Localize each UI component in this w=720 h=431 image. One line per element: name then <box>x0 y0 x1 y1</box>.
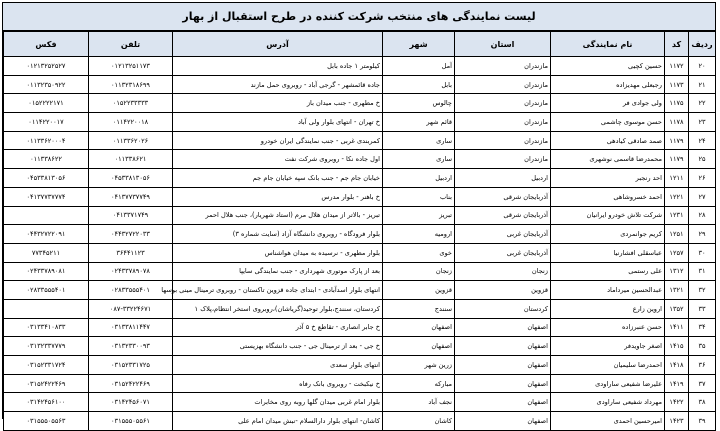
city-cell[interactable]: ارومیه <box>383 225 455 244</box>
code-cell[interactable]: ۱۱۷۵ <box>665 94 689 113</box>
spreadsheet <box>2 2 716 425</box>
row-number-cell[interactable]: ۲۰ <box>689 57 716 76</box>
phone-cell[interactable]: ۳۶۴۴۱۱۲۳ <box>89 243 173 262</box>
row-number-cell[interactable]: ۲۱ <box>689 75 716 94</box>
address-cell[interactable]: کمربندی غربی - جنب نمایندگی ایران خودرو <box>173 131 383 150</box>
city-cell[interactable]: تبریز <box>383 206 455 225</box>
city-cell[interactable]: قزوین <box>383 281 455 300</box>
row-number-cell[interactable]: ۲۲ <box>689 94 716 113</box>
address-cell[interactable]: اول جاده نکا - روبروی شرکت نفت <box>173 150 383 169</box>
header-phone: تلفن <box>89 32 173 57</box>
province-cell[interactable]: مازندران <box>455 131 551 150</box>
table-row[interactable] <box>4 169 716 188</box>
city-cell[interactable]: اصفهان <box>383 318 455 337</box>
dealer-name-cell[interactable]: احمد خسروشاهی <box>551 187 665 206</box>
province-cell[interactable]: کردستان <box>455 299 551 318</box>
dealer-name-cell[interactable]: عبدالحسین میرداماد <box>551 281 665 300</box>
table-row[interactable] <box>4 281 716 300</box>
phone-cell[interactable]: ۰۲۸۳۳۵۵۵۴۰۱ <box>89 281 173 300</box>
code-cell[interactable]: ۱۱۷۹ <box>665 150 689 169</box>
fax-cell[interactable] <box>4 206 89 225</box>
province-cell[interactable]: اصفهان <box>455 356 551 375</box>
province-cell[interactable]: اصفهان <box>455 393 551 412</box>
address-cell[interactable]: بلوار امام غربی میدان گلها روبه روی مخابرات <box>173 393 383 412</box>
fax-cell[interactable]: ۰۳۱۳۲۳۳۷۷۷۹ <box>4 337 89 356</box>
province-cell[interactable]: آذربایجان غربی <box>455 225 551 244</box>
province-cell[interactable]: قزوین <box>455 281 551 300</box>
table-row[interactable] <box>4 262 716 281</box>
table-row[interactable] <box>4 225 716 244</box>
code-cell[interactable]: ۱۲۱۱ <box>665 169 689 188</box>
phone-cell[interactable]: ۰۳۱۳۲۳۳۰۰۹۳ <box>89 337 173 356</box>
header-code: کد <box>665 32 689 57</box>
province-cell[interactable]: اصفهان <box>455 412 551 431</box>
row-number-cell[interactable]: ۳۹ <box>689 412 716 431</box>
row-number-cell[interactable]: ۳۳ <box>689 299 716 318</box>
dealer-name-cell[interactable]: احمدرضا سلیمیان <box>551 356 665 375</box>
fax-cell[interactable]: ۰۱۵۲۲۲۲۱۷۱ <box>4 94 89 113</box>
code-cell[interactable]: ۱۱۷۸ <box>665 113 689 132</box>
phone-cell[interactable]: ۰۲۴۳۳۷۸۹۰۷۸ <box>89 262 173 281</box>
address-cell[interactable]: انتهای بلوار سعدی <box>173 356 383 375</box>
address-cell[interactable]: جاده قائمشهر - گرجی آباد - روبروی حمل مازند <box>173 75 383 94</box>
row-number-cell[interactable]: ۲۹ <box>689 225 716 244</box>
address-cell[interactable]: انتهای بلوار اسدآبادی - ابتدای جاده قزوین تاکستان - روبروی ترمینال مینی بوسها <box>173 281 383 300</box>
table-row[interactable] <box>4 299 716 318</box>
city-cell[interactable]: چالوس <box>383 94 455 113</box>
province-cell[interactable]: مازندران <box>455 75 551 94</box>
table-row[interactable] <box>4 206 716 225</box>
fax-cell[interactable]: ۰۴۱۳۷۷۳۷۷۷۴ <box>4 187 89 206</box>
code-cell[interactable]: ۱۴۱۱ <box>665 318 689 337</box>
dealer-name-cell[interactable]: صمد صادقی کیادهی <box>551 131 665 150</box>
phone-cell[interactable]: ۰۴۵۳۳۸۱۳۰۵۶ <box>89 169 173 188</box>
province-cell[interactable]: آذربایجان شرقی <box>455 206 551 225</box>
row-number-cell[interactable]: ۳۱ <box>689 262 716 281</box>
code-cell[interactable]: ۱۳۲۱ <box>665 281 689 300</box>
code-cell[interactable]: ۱۴۲۲ <box>665 393 689 412</box>
address-cell[interactable]: کیلومتر ۱ جاده بابل <box>173 57 383 76</box>
header-dealer-name: نام نمایندگی <box>551 32 665 57</box>
dealer-name-cell[interactable]: حسن عنبرزاده <box>551 318 665 337</box>
row-number-cell[interactable]: ۳۶ <box>689 356 716 375</box>
code-cell[interactable]: ۱۳۱۲ <box>665 262 689 281</box>
row-number-cell[interactable]: ۲۵ <box>689 150 716 169</box>
code-cell[interactable]: ۱۴۱۵ <box>665 337 689 356</box>
code-cell[interactable]: ۱۴۱۹ <box>665 374 689 393</box>
province-cell[interactable]: اصفهان <box>455 318 551 337</box>
fax-cell[interactable]: ۰۴۴۳۲۷۲۲۰۹۱ <box>4 225 89 244</box>
code-cell[interactable]: ۱۲۲۱ <box>665 187 689 206</box>
fax-cell[interactable]: ۷۷۳۴۵۲۱۱ <box>4 243 89 262</box>
fax-cell[interactable]: ۰۱۱۳۲۳۵۰۹۲۲ <box>4 75 89 94</box>
address-cell[interactable]: خ مطهری - جنب میدان باز <box>173 94 383 113</box>
province-cell[interactable]: مازندران <box>455 113 551 132</box>
dealer-name-cell[interactable]: علیرضا شفیعی ساراودی <box>551 374 665 393</box>
address-cell[interactable]: خ نیکبخت - روبروی بانک رفاه <box>173 374 383 393</box>
phone-cell[interactable]: ۰۳۱۵۲۴۲۲۴۶۹ <box>89 374 173 393</box>
header-fax: فکس <box>4 32 89 57</box>
dealer-name-cell[interactable]: اروین زارع <box>551 299 665 318</box>
city-cell[interactable]: بناب <box>383 187 455 206</box>
address-cell[interactable]: خ جابر انصاری - تقاطع خ ۵ آذر <box>173 318 383 337</box>
address-cell[interactable]: کردستان، سنندج،بلوار توحید(گریاشان)،روبروی استخر انتظام،پلاک ۱ <box>173 299 383 318</box>
phone-cell[interactable]: ۰۳۱۵۵۵۰۵۵۶۱ <box>89 412 173 431</box>
code-cell[interactable]: ۱۳۵۲ <box>665 299 689 318</box>
table-row[interactable] <box>4 131 716 150</box>
row-number-cell[interactable]: ۲۴ <box>689 131 716 150</box>
city-cell[interactable]: مبارکه <box>383 374 455 393</box>
table-row[interactable] <box>4 337 716 356</box>
phone-cell[interactable]: ۰۱۱۳۳۸۶۲۱ <box>89 150 173 169</box>
row-number-cell[interactable]: ۳۴ <box>689 318 716 337</box>
address-cell[interactable]: خیابان جام جم - جنب بانک سپه خیابان جام جم <box>173 169 383 188</box>
province-cell[interactable]: اردبیل <box>455 169 551 188</box>
table-row[interactable] <box>4 150 716 169</box>
city-cell[interactable]: زرین شهر <box>383 356 455 375</box>
city-cell[interactable]: آمل <box>383 57 455 76</box>
province-cell[interactable]: مازندران <box>455 57 551 76</box>
code-cell[interactable]: ۱۲۵۱ <box>665 225 689 244</box>
row-number-cell[interactable]: ۲۷ <box>689 187 716 206</box>
table-row[interactable] <box>4 94 716 113</box>
code-cell[interactable]: ۱۲۳۱ <box>665 206 689 225</box>
code-cell[interactable]: ۱۴۱۸ <box>665 356 689 375</box>
city-cell[interactable]: سنندج <box>383 299 455 318</box>
row-number-cell[interactable]: ۲۶ <box>689 169 716 188</box>
phone-cell[interactable]: ۰۴۱۳۳۷۱۷۴۹ <box>89 206 173 225</box>
fax-cell[interactable]: ۰۱۱۳۳۸۶۲۲ <box>4 150 89 169</box>
dealer-name-cell[interactable]: رجبعلی مهدیزاده <box>551 75 665 94</box>
row-number-cell[interactable]: ۲۸ <box>689 206 716 225</box>
dealer-name-cell[interactable]: اصغر جاویدفر <box>551 337 665 356</box>
province-cell[interactable]: آذربایجان شرقی <box>455 187 551 206</box>
header-province: استان <box>455 32 551 57</box>
row-number-cell[interactable]: ۳۷ <box>689 374 716 393</box>
province-cell[interactable]: مازندران <box>455 94 551 113</box>
phone-cell[interactable]: ۰۱۵۲۲۳۳۳۳۳ <box>89 94 173 113</box>
sheet-title: لیست نمایندگی های منتخب شرکت کننده در طرح استقبال از بهار <box>182 10 536 23</box>
dealer-name-cell[interactable]: امیرحسین احمدی <box>551 412 665 431</box>
fax-cell[interactable]: ۰۳۱۴۲۴۵۶۱۰۰ <box>4 393 89 412</box>
province-cell[interactable]: مازندران <box>455 150 551 169</box>
dealer-name-cell[interactable]: عباسقلی افشارنیا <box>551 243 665 262</box>
header-row-number: ردیف <box>689 32 716 57</box>
table-body <box>4 57 716 431</box>
province-cell[interactable]: اصفهان <box>455 337 551 356</box>
phone-cell[interactable]: ۰۴۴۳۲۷۲۲۰۳۳ <box>89 225 173 244</box>
phone-cell[interactable]: ۰۱۱۳۳۶۲۰۲۶ <box>89 131 173 150</box>
table-row[interactable] <box>4 356 716 375</box>
city-cell[interactable]: خوی <box>383 243 455 262</box>
row-number-cell[interactable]: ۳۵ <box>689 337 716 356</box>
table-row[interactable] <box>4 243 716 262</box>
phone-cell[interactable]: ۰۳۱۴۲۴۵۶۰۷۱ <box>89 393 173 412</box>
table-row[interactable] <box>4 412 716 431</box>
fax-cell[interactable]: ۰۱۱۳۳۶۲۰۰۰۴ <box>4 131 89 150</box>
table-row[interactable] <box>4 75 716 94</box>
code-cell[interactable]: ۱۲۵۷ <box>665 243 689 262</box>
dealer-name-cell[interactable]: حسن موسوی چاشمی <box>551 113 665 132</box>
dealer-name-cell[interactable]: علی رستمی <box>551 262 665 281</box>
city-cell[interactable]: نجف آباد <box>383 393 455 412</box>
province-cell[interactable]: آذربایجان غربی <box>455 243 551 262</box>
phone-cell[interactable]: ۰۳۱۵۲۳۳۱۷۲۵ <box>89 356 173 375</box>
table-row[interactable] <box>4 113 716 132</box>
phone-cell[interactable]: ۰۱۲۱۳۲۵۱۱۷۳ <box>89 57 173 76</box>
address-cell[interactable]: خ باهنر - بلوار مدرس <box>173 187 383 206</box>
city-cell[interactable]: ساری <box>383 150 455 169</box>
city-cell[interactable]: ساری <box>383 131 455 150</box>
city-cell[interactable]: اصفهان <box>383 337 455 356</box>
row-number-cell[interactable]: ۳۲ <box>689 281 716 300</box>
address-cell[interactable]: خ تهران - انتهای بلوار ولی آباد <box>173 113 383 132</box>
row-number-cell[interactable]: ۲۳ <box>689 113 716 132</box>
dealer-name-cell[interactable]: کریم جوانمردی <box>551 225 665 244</box>
address-cell[interactable]: تبریز - بالاتر از میدان هلال مرم (استاد شهریار)، جنب هلال احمر <box>173 206 383 225</box>
dealer-name-cell[interactable]: احد رنجبر <box>551 169 665 188</box>
code-cell[interactable]: ۱۴۲۳ <box>665 412 689 431</box>
phone-cell[interactable]: ۰۱۱۴۲۲۰۰۱۸ <box>89 113 173 132</box>
header-city: شهر <box>383 32 455 57</box>
fax-cell[interactable]: ۰۳۱۵۲۴۲۲۴۶۹ <box>4 374 89 393</box>
address-cell[interactable]: خ جی - بعد از ترمینال جی - جنب دانشگاه بهزیستی <box>173 337 383 356</box>
row-number-cell[interactable]: ۳۰ <box>689 243 716 262</box>
sheet-title-bar <box>3 3 715 31</box>
dealer-name-cell[interactable]: محمدرضا قاسمی نوشهری <box>551 150 665 169</box>
phone-cell[interactable]: ۰۱۱۳۲۳۱۸۶۹۹ <box>89 75 173 94</box>
province-cell[interactable]: اصفهان <box>455 374 551 393</box>
table-row[interactable] <box>4 318 716 337</box>
phone-cell[interactable]: ۰۸۷-۳۳۲۲۴۶۷۱ <box>89 299 173 318</box>
dealer-name-cell[interactable]: شرکت تلاش خودرو ایرانیان <box>551 206 665 225</box>
phone-cell[interactable]: ۰۴۱۳۷۷۳۷۷۴۹ <box>89 187 173 206</box>
address-cell[interactable]: بلوار مطهری - نرسیده به میدان هواشناس <box>173 243 383 262</box>
fax-cell[interactable]: ۰۳۱۳۳۴۱۰۸۳۳ <box>4 318 89 337</box>
address-cell[interactable]: کاشان- انتهای بلوار دارالسلام -نبش میدان امام علی <box>173 412 383 431</box>
fax-cell[interactable]: ۰۱۱۴۲۲۰۰۱۷ <box>4 113 89 132</box>
dealer-name-cell[interactable]: ولی جوادی فر <box>551 94 665 113</box>
table-row[interactable] <box>4 374 716 393</box>
table-row[interactable] <box>4 187 716 206</box>
fax-cell[interactable] <box>4 299 89 318</box>
fax-cell[interactable]: ۰۲۸۳۳۵۵۵۴۰۱ <box>4 281 89 300</box>
city-cell[interactable]: اردبیل <box>383 169 455 188</box>
table-row[interactable] <box>4 393 716 412</box>
dealer-name-cell[interactable]: حسین کچیی <box>551 57 665 76</box>
city-cell[interactable]: بابل <box>383 75 455 94</box>
address-cell[interactable]: بلوار فرودگاه - روبروی دانشگاه آزاد (سایت شماره ۳) <box>173 225 383 244</box>
row-number-cell[interactable]: ۳۸ <box>689 393 716 412</box>
fax-cell[interactable]: ۰۳۱۵۵۵۰۵۵۶۳ <box>4 412 89 431</box>
table-row[interactable] <box>4 57 716 76</box>
code-cell[interactable]: ۱۱۷۲ <box>665 57 689 76</box>
phone-cell[interactable]: ۰۳۱۳۳۸۱۱۴۴۷ <box>89 318 173 337</box>
header-address: آدرس <box>173 32 383 57</box>
province-cell[interactable]: زنجان <box>455 262 551 281</box>
fax-cell[interactable]: ۰۲۴۳۳۷۸۹۰۸۱ <box>4 262 89 281</box>
dealers-table <box>3 31 716 431</box>
address-cell[interactable]: بعد از پارک موتوری شهرداری - جنب نمایندگی سایپا <box>173 262 383 281</box>
code-cell[interactable]: ۱۱۷۳ <box>665 75 689 94</box>
city-cell[interactable]: زنجان <box>383 262 455 281</box>
city-cell[interactable]: کاشان <box>383 412 455 431</box>
header-row <box>4 32 716 57</box>
fax-cell[interactable]: ۰۱۲۱۳۲۵۲۵۲۷ <box>4 57 89 76</box>
dealer-name-cell[interactable]: مهرداد شفیعی ساراودی <box>551 393 665 412</box>
fax-cell[interactable]: ۰۴۵۳۳۸۱۳۰۵۶ <box>4 169 89 188</box>
code-cell[interactable]: ۱۱۷۹ <box>665 131 689 150</box>
city-cell[interactable]: قائم شهر <box>383 113 455 132</box>
fax-cell[interactable]: ۰۳۱۵۲۳۳۱۷۲۴ <box>4 356 89 375</box>
